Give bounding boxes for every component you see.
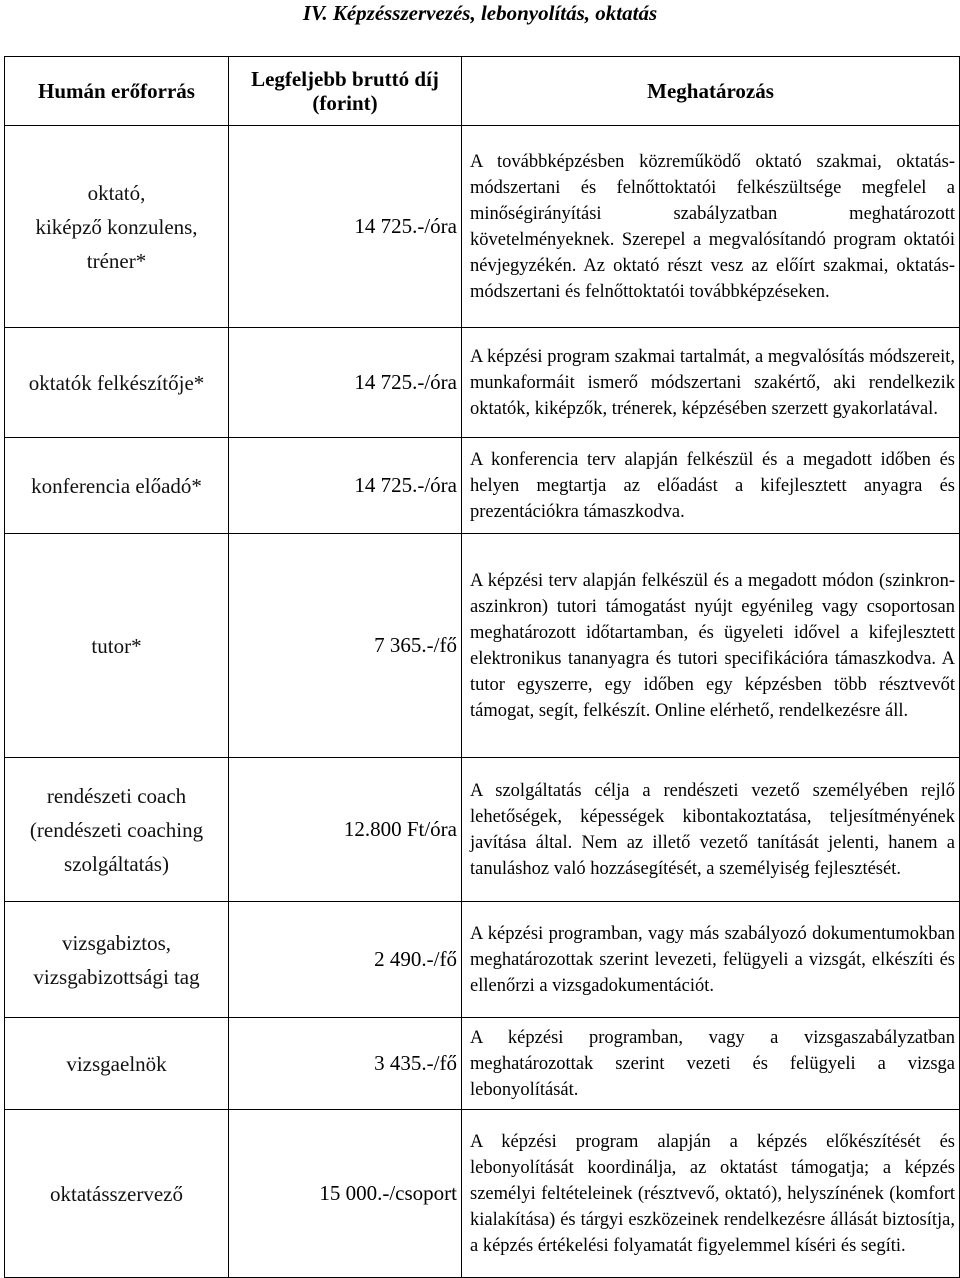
- role-cell: [5, 328, 229, 438]
- definition-text: A szolgáltatás célja a rendészeti vezető személyében rejlő lehetőségek, képességek kibontakoztatása, teljesítményének javítása által. Nem az illető vezető tanítását jelenti, hanem a tanuláshoz való hozzásegítését, a személyiség fejlesztését.: [470, 780, 955, 879]
- header-fee: [229, 57, 462, 126]
- header-fee-line1: Legfeljebb bruttó díj: [251, 67, 439, 91]
- role-cell: [5, 1018, 229, 1110]
- role-cell: [5, 902, 229, 1018]
- definition-cell: [462, 126, 960, 328]
- definition-cell: [462, 758, 960, 902]
- definition-cell: [462, 1110, 960, 1278]
- role-line: kiképző konzulens,: [35, 214, 198, 239]
- role-line: vizsgabizottsági tag: [33, 964, 200, 989]
- fee-cell: 14 725.-/óra: [229, 328, 462, 438]
- human-resources-table: [4, 56, 960, 1278]
- definition-cell: [462, 902, 960, 1018]
- header-definition: Meghatározás: [462, 57, 960, 126]
- fee-cell: 14 725.-/óra: [229, 438, 462, 534]
- role-line: szolgáltatás): [64, 851, 169, 876]
- definition-text: A képzési terv alapján felkészül és a megadott módon (szinkron-aszinkron) tutori támogatást nyújt egyénileg vagy csoportosan meghatározott időtartamban, és ügyeleti idővel a kifejlesztett elektronikus tananyagra és tutori specifikációra támaszkodva. A tutor egyszerre, egy időben egy képzésben több résztvevőt támogat, segít, felkészít. Online elérhető, rendelkezésre áll.: [470, 570, 955, 721]
- header-role: Humán erőforrás: [5, 57, 229, 126]
- fee-cell: 14 725.-/óra: [229, 126, 462, 328]
- role-line: vizsgaelnök: [66, 1051, 167, 1076]
- table-row: [5, 1110, 960, 1278]
- role-line: oktató,: [87, 180, 146, 205]
- role-cell: [5, 1110, 229, 1278]
- section-title: IV. Képzésszervezés, lebonyolítás, oktatás: [302, 1, 658, 25]
- role-line: oktatásszervező: [50, 1181, 183, 1206]
- table-row: [5, 902, 960, 1018]
- fee-cell: 2 490.-/fő: [229, 902, 462, 1018]
- role-cell: [5, 126, 229, 328]
- role-line: tréner*: [86, 248, 147, 273]
- definition-text: A képzési program alapján a képzés előkészítését és lebonyolítását koordinálja, az oktatást támogatja; a képzés személyi feltételeinek (résztvevő, oktató), helyszínének (komfort kialakítása) és tárgyi eszközeinek rendelkezésre állását biztosítja, a képzés értékelési folyamatát figyelemmel kíséri és segíti.: [470, 1131, 955, 1256]
- fee-cell: 15 000.-/csoport: [229, 1110, 462, 1278]
- role-line: tutor*: [91, 633, 142, 658]
- role-line: oktatók felkészítője*: [28, 370, 205, 395]
- table-row: [5, 758, 960, 902]
- fee-cell: 7 365.-/fő: [229, 534, 462, 758]
- role-cell: [5, 534, 229, 758]
- fee-cell: 12.800 Ft/óra: [229, 758, 462, 902]
- role-line: rendészeti coach: [46, 783, 187, 808]
- header-fee-line2: (forint): [312, 91, 378, 115]
- definition-text: A képzési programban, vagy más szabályozó dokumentumokban meghatározottak szerint levezeti, felügyeli a vizsgát, elkészíti és ellenőrzi a vizsgadokumentációt.: [470, 923, 955, 996]
- role-line: konferencia előadó*: [31, 473, 202, 498]
- definition-text: A továbbképzésben közreműködő oktató szakmai, oktatás-módszertani és felnőttoktatói felkészültsége megfelel a minőségirányítási szabályzatban meghatározott követelményeknek. Szerepel a megvalósítandó program oktatói névjegyzékén. Az oktató részt vesz az előírt szakmai, oktatás-módszertani és felnőttoktatói továbbképzéseken.: [470, 151, 955, 302]
- definition-text: A képzési program szakmai tartalmát, a megvalósítás módszereit, munkaformáit ismerő módszertani szakértő, aki rendelkezik oktatók, kiképzők, trénerek, képzésében szerzett gyakorlatával.: [470, 346, 955, 419]
- table-row: [5, 1018, 960, 1110]
- table-row: [5, 126, 960, 328]
- table-row: [5, 534, 960, 758]
- role-cell: [5, 438, 229, 534]
- fee-cell: 3 435.-/fő: [229, 1018, 462, 1110]
- definition-text: A konferencia terv alapján felkészül és a megadott időben és helyen megtartja az előadást a kifejlesztett anyagra és prezentációkra támaszkodva.: [470, 449, 955, 522]
- definition-cell: [462, 534, 960, 758]
- table-row: [5, 328, 960, 438]
- table-header-row: [5, 57, 960, 126]
- definition-text: A képzési programban, vagy a vizsgaszabályzatban meghatározottak szerint vezeti és felügyeli a vizsga lebonyolítását.: [470, 1027, 955, 1100]
- role-line: vizsgabiztos,: [61, 930, 172, 955]
- definition-cell: [462, 328, 960, 438]
- table-row: [5, 438, 960, 534]
- definition-cell: [462, 1018, 960, 1110]
- role-cell: [5, 758, 229, 902]
- role-line: (rendészeti coaching: [29, 817, 204, 842]
- definition-cell: [462, 438, 960, 534]
